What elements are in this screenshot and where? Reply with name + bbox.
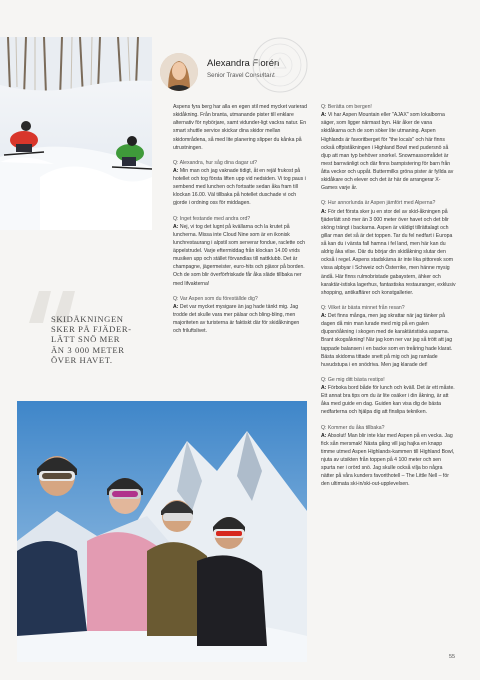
question: Q: Inget festande med andra ord? <box>173 215 251 222</box>
answer-label: A: <box>173 223 179 230</box>
answer: Vi har Aspen Mountain eller "AJAX" som lokalborna säger, som ligger närmast byn. Här åker de vana skidåkarna och de som söker lite utmaning. Aspen Highlands är favoritberget för "the locals" och här finns också offpiståkningen i Highland Bowl med pudersnö så djup att man typ behöver snorkel. Snowmassområdet är mest barnvänligt och där finns barnpistering för barn från åtta veckor och uppåt. Buttermilks gröna pister är fyllda av skidåkare och elever och det är här de arrangerar X-Games varje år. <box>321 112 454 192</box>
pull-quote-line: SKER PÅ FJÄDER- <box>51 324 132 335</box>
group-skiers-photo <box>17 401 307 662</box>
answer-label: A: <box>173 303 179 310</box>
answer-label: A: <box>321 208 327 215</box>
answer: Det finns många, men jag skrattar när jag tänker på dagen då min man lurade med mig på en galen djupsnöåkning i skogen med de karaktäristiska asparna. Brant skogsåkning! När jag kom ner var jag så trött att jag tappade balansen i en backe som en treåring hade klarat. Bästa skidoma tittade snett på mig och jag ramlade huvudstupa i en snödriva. Men jag klarade det! <box>321 313 453 368</box>
question: Q: Var Aspen som du föreställde dig? <box>173 295 258 302</box>
answer: Min man och jag vaknade tidigt, åt en rejäl frukost på hotellet och tog första liften upp vid nedsiden. Vi tog paus i sembend med lunchen och fortsatte sedan åka fram till klockan 16.00. Väl tillbaka på hotellet duschade vi och gjorde i ordning oss för middagen. <box>173 167 306 207</box>
article-column-middle <box>173 103 307 342</box>
answer: Absolut! Man blir inte klar med Aspen på en vecka. Jag fick sån mersmak! Nästa gång vill jag hajka en knapp timme utmed Aspen Highlands-kammen till Highland Bowl, njuta av utsikten från toppen på 4 100 meter och sen spurta ner i orörd snö. Jag skulle också vilja bo några nätter på våra kunders favorithotell – The Little Nell – för den ultimata ski-in/ski-out-upplevelsen. <box>321 432 455 488</box>
question: Q: Berätta om bergen! <box>321 104 372 110</box>
answer-label: A: <box>321 432 327 439</box>
answer-label: A: <box>173 167 179 174</box>
intro-paragraph: Aspens fyra berg har alla en egen stil med mycket varierad skidåkning. Från branta, utmanande pister till enklare alternativ för nybörjare, samt vidunder-ligt vackra natur. En smart shuttle service skickar dina skidor mellan skidområdena, så med lite planering slipper du kånka på utrustningen. <box>173 104 308 151</box>
answer-label: A: <box>321 112 327 119</box>
question: Q: Kommer du åka tillbaka? <box>321 424 385 431</box>
pull-quote-line: ÖVER HAVET. <box>51 354 113 365</box>
author-name: Alexandra Florén <box>207 58 280 69</box>
seal-stamp-icon <box>251 36 309 94</box>
pull-quote <box>51 314 181 365</box>
question: Q: Hur annorlunda är Aspen jämfört med Alperna? <box>321 200 436 207</box>
question: Q: Alexandra, hur såg dina dagar ut? <box>173 159 258 166</box>
answer: Nej, vi tog det lugnt på kvällarna och la krutet på luncherna. Missa inte Cloud Nine som är en ikonisk lunchrestaurang i alpstil som serverar fondue, raclette och äppelstrudel. Varje eftermiddag från klockan 14.00 vrids musiken upp och stället förvandlas till nattklubb. Det är champagne, jägermeister, euro-hits och pjäxor på borden. Och de som blir överförfriskade får åka släde tillbaka ner med lifvakterna! <box>173 223 306 287</box>
answer: Det var mycket mysigare än jag hade tänkt mig. Jag trodde det skulle vara mer pälsar och bling-bling, men majoriteten av turisterna är faktiskt där för skidåkningen och friluftslivet. <box>173 303 300 335</box>
skiers-photo <box>0 37 152 230</box>
article-column-right <box>321 103 456 496</box>
author-avatar <box>160 53 198 91</box>
answer: Förboka bord både för lunch och kväll. Det är ett måste. Ett annat bra tips om du är lite osäker i din åkning, är att åka med guide en dag. Guiden kan visa dig de bästa nedfarterna och hjälpa dig att finslipa tekniken. <box>321 385 455 416</box>
page-number: 55 <box>449 654 456 660</box>
answer: För det första sker ju en stor del av skid-åkningen på fjäderlätt snö mer än 3 000 meter över havet och det blir sköng trängt i backarna. Aspen är väldigt tillrättalagt och gillar man det så är det toppen. Tar du fel nedfart i Europa så kan du i värsta fall hamna i fel land, men här kan du aldrig åka vilse. Där du börjar din skidåkning slutar den också i regel. Aspens stadskärna är inte lika pittoresk som vissa alpbyar i Schweiz och Österrike, men hänne mysig ändå. Här finns rulmobristade gabaystern, ähker och karaktär-istiska lagerhus, fantastiska restauranger, exklusiv shopping, antikaffärer och konstgallerier. <box>321 208 456 296</box>
pull-quote-line: LÄTT SNÖ MER <box>51 334 121 345</box>
pull-quote-line: ÄN 3 000 METER <box>51 344 125 355</box>
answer-label: A: <box>321 313 327 319</box>
pull-quote-line: SKIDÅKNINGEN <box>51 314 124 324</box>
author-role: Senior Travel Consultant <box>207 72 275 79</box>
question: Q: Vilket är bästa minnet från resan? <box>321 304 405 311</box>
answer-label: A: <box>321 385 327 391</box>
question: Q: Ge mig ditt bästa restips! <box>321 376 385 383</box>
